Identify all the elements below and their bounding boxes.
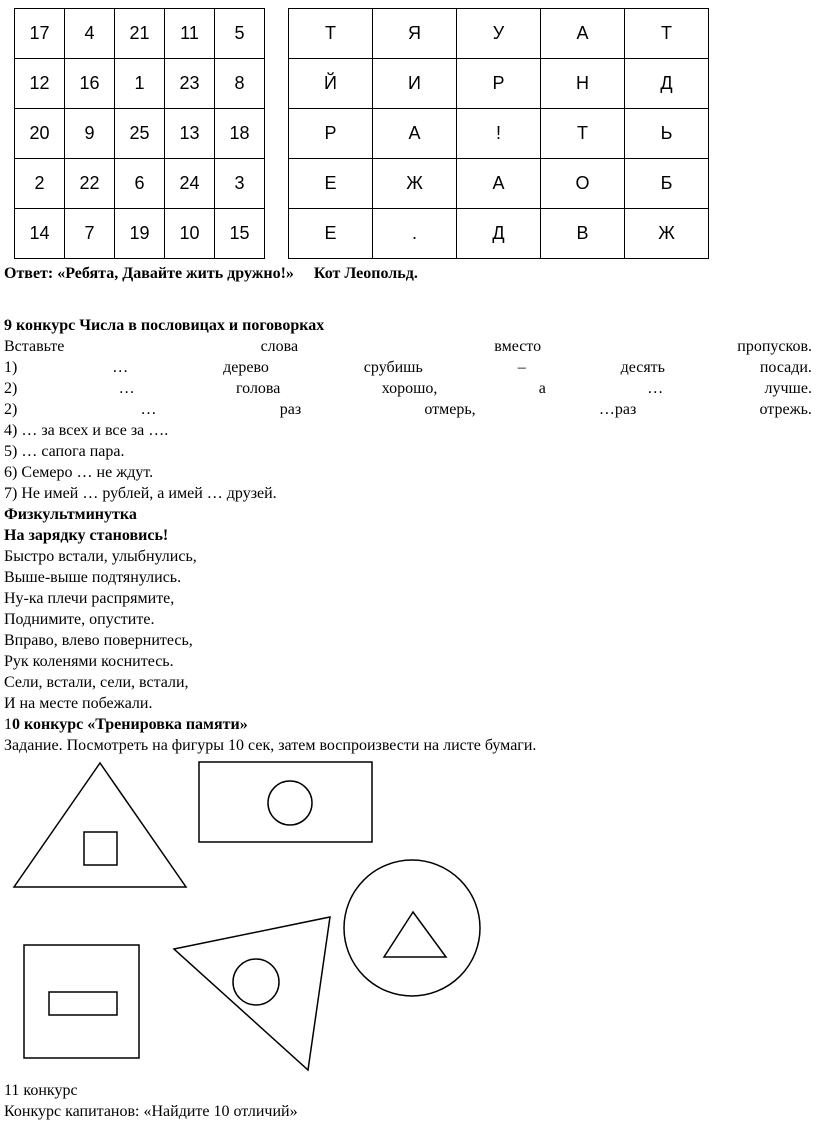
word: пропусков. bbox=[737, 338, 812, 355]
grid-cell: Т bbox=[541, 109, 625, 159]
grid-cell: Д bbox=[457, 209, 541, 259]
triangle-shape bbox=[174, 917, 330, 1070]
grid-cell: 9 bbox=[65, 109, 115, 159]
word: слова bbox=[260, 338, 299, 355]
word: посади. bbox=[759, 359, 812, 376]
grid-cell: О bbox=[541, 159, 625, 209]
triangle-shape bbox=[384, 912, 446, 957]
grid-cell: А bbox=[373, 109, 457, 159]
word: срубишь bbox=[363, 359, 423, 376]
word: …раз bbox=[598, 401, 637, 418]
exercise-title: Физкультминутка bbox=[4, 506, 137, 523]
contest10-title-rest: 0 конкурс «Тренировка памяти» bbox=[12, 716, 248, 733]
contest10-task: Задание. Посмотреть на фигуры 10 сек, затем воспроизвести на листе бумаги. bbox=[4, 737, 537, 754]
word: 2) bbox=[4, 401, 18, 418]
grid-cell: 20 bbox=[15, 109, 65, 159]
circle-shape bbox=[344, 860, 480, 996]
grid-cell: Ж bbox=[373, 159, 457, 209]
grid-cell: 5 bbox=[215, 9, 265, 59]
rectangle-shape bbox=[49, 992, 117, 1015]
word: раз bbox=[279, 401, 302, 418]
grid-cell: И bbox=[373, 59, 457, 109]
grid-cell: 23 bbox=[165, 59, 215, 109]
grid-cell: 11 bbox=[165, 9, 215, 59]
contest11-task: Конкурс капитанов: «Найдите 10 отличий» bbox=[4, 1103, 298, 1120]
word: десять bbox=[620, 359, 665, 376]
word: Вставьте bbox=[4, 338, 65, 355]
circle-shape bbox=[233, 959, 279, 1005]
grid-cell: 1 bbox=[115, 59, 165, 109]
grid-cell: Ь bbox=[625, 109, 709, 159]
word: … bbox=[140, 401, 157, 418]
answer-author: Кот Леопольд. bbox=[313, 265, 418, 282]
word: отмерь, bbox=[424, 401, 476, 418]
grid-cell: 4 bbox=[65, 9, 115, 59]
word: вместо bbox=[494, 338, 542, 355]
proverb-item bbox=[4, 399, 812, 420]
proverb-item: 6) Семеро … не ждут. bbox=[4, 464, 154, 481]
poem-line: Выше-выше подтянулись. bbox=[4, 569, 182, 586]
grid-cell: А bbox=[541, 9, 625, 59]
poem-line: Быстро встали, улыбнулись, bbox=[4, 548, 197, 565]
grid-cell: 13 bbox=[165, 109, 215, 159]
poem-line: Ну-ка плечи распрямите, bbox=[4, 590, 175, 607]
grid-cell: 2 bbox=[15, 159, 65, 209]
grid-cell: 8 bbox=[215, 59, 265, 109]
poem-line: Поднимите, опустите. bbox=[4, 611, 155, 628]
grid-cell: 3 bbox=[215, 159, 265, 209]
grid-cell: Й bbox=[289, 59, 373, 109]
proverb-item: 4) … за всех и все за …. bbox=[4, 422, 169, 439]
grid-cell: . bbox=[373, 209, 457, 259]
grid-cell: Я bbox=[373, 9, 457, 59]
letter-grid bbox=[288, 8, 709, 259]
word: … bbox=[118, 380, 135, 397]
word: 1) bbox=[4, 359, 18, 376]
triangle-shape bbox=[14, 763, 186, 887]
square-shape bbox=[24, 945, 139, 1058]
grid-cell: 22 bbox=[65, 159, 115, 209]
poem-line: Рук коленями коснитесь. bbox=[4, 653, 174, 670]
grid-cell: 24 bbox=[165, 159, 215, 209]
square-with-rectangle-figure bbox=[24, 945, 139, 1058]
number-grid bbox=[14, 8, 265, 259]
grid-cell: Т bbox=[625, 9, 709, 59]
square-shape bbox=[84, 832, 117, 865]
word: … bbox=[647, 380, 664, 397]
word: голова bbox=[235, 380, 281, 397]
contest10-title-prefix: 1 bbox=[4, 716, 12, 733]
triangle-with-square-figure bbox=[14, 763, 186, 887]
memory-figures bbox=[0, 755, 816, 1075]
grid-cell: 21 bbox=[115, 9, 165, 59]
poem-line: И на месте побежали. bbox=[4, 695, 153, 712]
grid-cell: 7 bbox=[65, 209, 115, 259]
poem-line: Вправо, влево повернитесь, bbox=[4, 632, 193, 649]
grid-cell: Т bbox=[289, 9, 373, 59]
grid-cell: Ж bbox=[625, 209, 709, 259]
rectangle-with-circle-figure bbox=[199, 762, 372, 842]
word: лучше. bbox=[764, 380, 812, 397]
grid-cell: А bbox=[457, 159, 541, 209]
grid-cell: 19 bbox=[115, 209, 165, 259]
grid-cell: Р bbox=[457, 59, 541, 109]
circle-shape bbox=[268, 781, 312, 825]
word: 2) bbox=[4, 380, 18, 397]
word: а bbox=[538, 380, 546, 397]
grid-cell: Д bbox=[625, 59, 709, 109]
grid-cell: 12 bbox=[15, 59, 65, 109]
contest9-title: 9 конкурс Числа в пословицах и поговорках bbox=[4, 317, 325, 334]
contest11-title: 11 конкурс bbox=[4, 1082, 78, 1099]
proverb-item: 5) … сапога пара. bbox=[4, 443, 125, 460]
grid-cell: 17 bbox=[15, 9, 65, 59]
grid-cell: 14 bbox=[15, 209, 65, 259]
word: хорошо, bbox=[381, 380, 438, 397]
grid-cell: Е bbox=[289, 159, 373, 209]
grid-cell: 16 bbox=[65, 59, 115, 109]
word: дерево bbox=[223, 359, 269, 376]
word: … bbox=[112, 359, 129, 376]
grid-cell: Н bbox=[541, 59, 625, 109]
grid-cell: 10 bbox=[165, 209, 215, 259]
answer-text: Ответ: «Ребята, Давайте жить дружно!» bbox=[4, 265, 294, 282]
grid-cell: У bbox=[457, 9, 541, 59]
word: – bbox=[517, 359, 526, 376]
triangle-with-circle-figure bbox=[174, 917, 330, 1070]
exercise-subtitle: На зарядку становись! bbox=[4, 527, 169, 544]
contest10-title bbox=[4, 714, 248, 735]
grid-cell: Р bbox=[289, 109, 373, 159]
proverb-item bbox=[4, 357, 812, 378]
grid-cell: ! bbox=[457, 109, 541, 159]
contest9-instruction bbox=[4, 336, 812, 357]
word: отрежь. bbox=[759, 401, 812, 418]
circle-with-triangle-figure bbox=[344, 860, 480, 996]
grid-cell: Б bbox=[625, 159, 709, 209]
grid-cell: 15 bbox=[215, 209, 265, 259]
grid-cell: 18 bbox=[215, 109, 265, 159]
grid-cell: 6 bbox=[115, 159, 165, 209]
proverb-item: 7) Не имей … рублей, а имей … друзей. bbox=[4, 485, 277, 502]
poem-line: Сели, встали, сели, встали, bbox=[4, 674, 189, 691]
rectangle-shape bbox=[199, 762, 372, 842]
grid-cell: Е bbox=[289, 209, 373, 259]
proverb-item bbox=[4, 378, 812, 399]
grid-cell: В bbox=[541, 209, 625, 259]
answer-line bbox=[4, 265, 418, 283]
grid-cell: 25 bbox=[115, 109, 165, 159]
